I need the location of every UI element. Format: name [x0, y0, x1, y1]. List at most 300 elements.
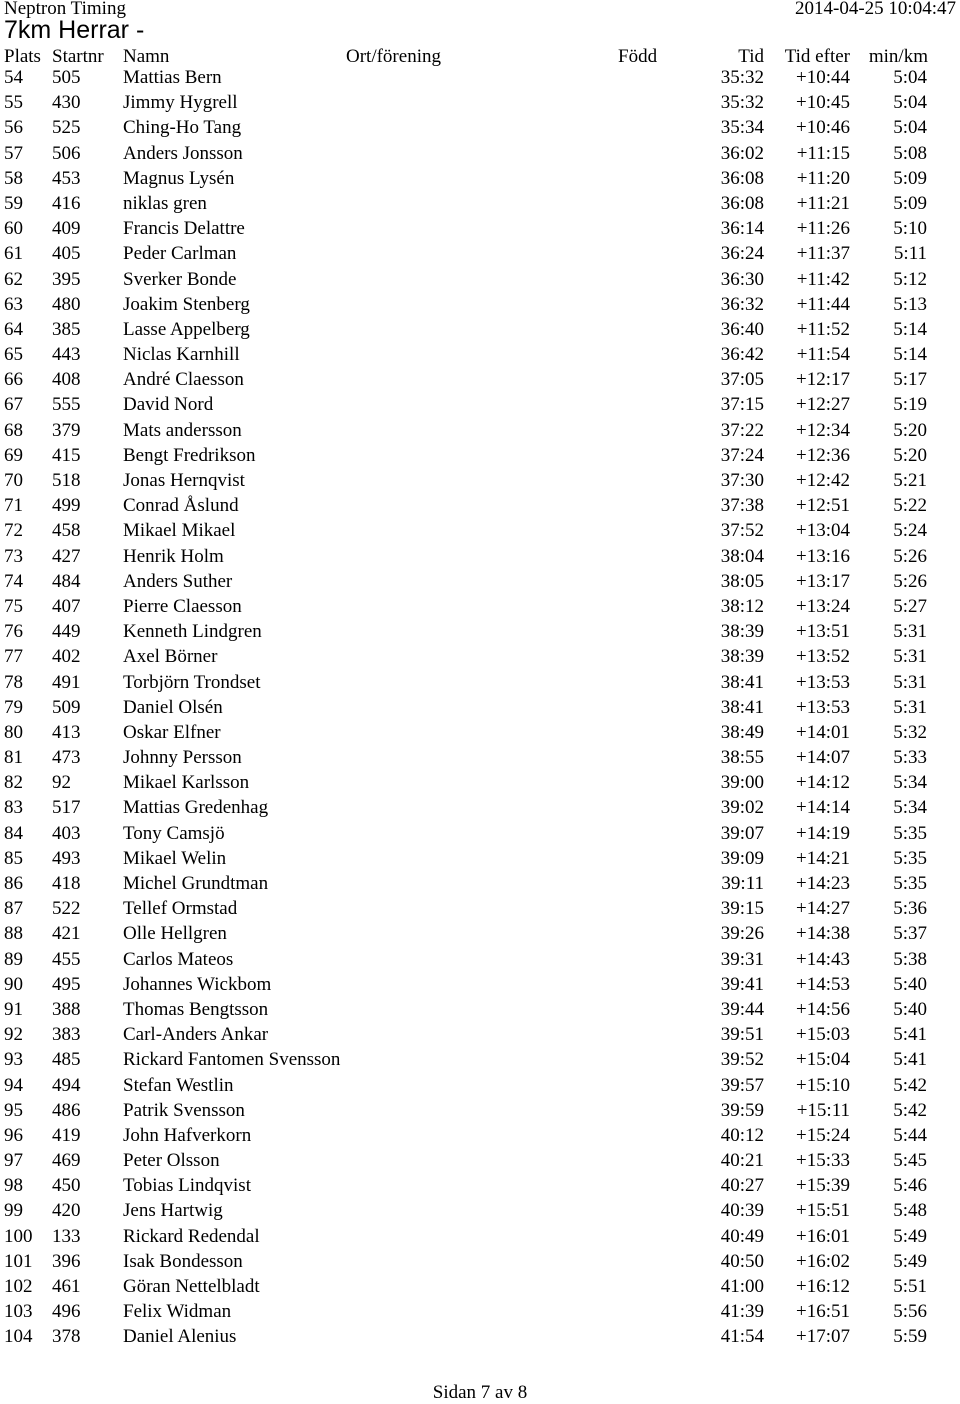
cell-pace: 5:11 [893, 243, 927, 265]
cell-pace: 5:40 [893, 998, 927, 1020]
cell-tid-efter: +11:52 [796, 318, 850, 340]
cell-plats: 82 [4, 772, 23, 794]
cell-tid-efter: +15:24 [796, 1124, 850, 1146]
cell-tid-efter: +15:51 [796, 1200, 850, 1222]
cell-startnr: 413 [52, 721, 81, 743]
table-row [0, 518, 960, 543]
cell-namn: Tony Camsjö [123, 822, 225, 844]
cell-namn: Rickard Fantomen Svensson [123, 1049, 341, 1071]
table-row [0, 544, 960, 569]
cell-plats: 100 [4, 1225, 33, 1247]
cell-startnr: 396 [52, 1250, 81, 1272]
cell-namn: David Nord [123, 394, 214, 416]
table-row [0, 1148, 960, 1173]
cell-startnr: 92 [52, 772, 71, 794]
cell-plats: 75 [4, 595, 23, 617]
cell-startnr: 495 [52, 973, 81, 995]
table-row [0, 342, 960, 367]
cell-tid-efter: +15:04 [796, 1049, 850, 1071]
cell-namn: Tellef Ormstad [123, 898, 238, 920]
cell-pace: 5:34 [893, 797, 927, 819]
cell-startnr: 133 [52, 1225, 81, 1247]
cell-plats: 55 [4, 92, 23, 114]
cell-plats: 89 [4, 948, 23, 970]
cell-startnr: 486 [52, 1099, 81, 1121]
cell-namn: Carl-Anders Ankar [123, 1024, 269, 1046]
cell-startnr: 450 [52, 1175, 81, 1197]
cell-namn: niklas gren [123, 192, 207, 214]
cell-startnr: 517 [52, 797, 81, 819]
table-row [0, 972, 960, 997]
table-row [0, 1274, 960, 1299]
page-title: 7km Herrar - [4, 16, 145, 44]
cell-tid: 39:41 [720, 973, 764, 995]
cell-startnr: 415 [52, 444, 81, 466]
cell-namn: Magnus Lysén [123, 167, 235, 189]
cell-plats: 70 [4, 470, 23, 491]
cell-startnr: 494 [52, 1074, 81, 1096]
cell-namn: Peter Olsson [123, 1150, 220, 1172]
cell-pace: 5:32 [893, 721, 927, 743]
cell-plats: 79 [4, 696, 23, 718]
cell-startnr: 421 [52, 923, 81, 945]
cell-plats: 56 [4, 117, 23, 139]
cell-plats: 66 [4, 369, 23, 391]
cell-tid-efter: +14:19 [796, 822, 850, 844]
table-row [0, 871, 960, 896]
cell-plats: 93 [4, 1049, 23, 1071]
cell-plats: 85 [4, 847, 23, 869]
cell-startnr: 493 [52, 847, 81, 869]
cell-pace: 5:49 [893, 1250, 927, 1272]
cell-namn: Pierre Claesson [123, 595, 242, 617]
cell-namn: Joakim Stenberg [123, 293, 250, 315]
cell-tid: 36:14 [720, 218, 764, 240]
cell-tid: 38:05 [720, 570, 764, 592]
table-row [0, 1198, 960, 1223]
cell-pace: 5:04 [893, 117, 927, 139]
cell-pace: 5:31 [893, 671, 927, 693]
cell-startnr: 395 [52, 268, 81, 290]
cell-pace: 5:20 [893, 419, 927, 441]
cell-pace: 5:42 [893, 1099, 927, 1121]
cell-tid-efter: +12:36 [796, 444, 850, 466]
cell-tid-efter: +16:12 [796, 1276, 850, 1297]
cell-tid: 39:52 [720, 1049, 764, 1071]
cell-pace: 5:26 [893, 570, 927, 592]
cell-tid: 38:39 [720, 621, 764, 643]
cell-namn: Mats andersson [123, 419, 242, 441]
cell-tid-efter: +13:53 [796, 696, 850, 718]
cell-plats: 62 [4, 268, 23, 290]
table-row [0, 644, 960, 669]
cell-tid: 39:02 [720, 797, 764, 819]
cell-plats: 74 [4, 570, 23, 592]
cell-tid: 37:22 [720, 419, 764, 441]
cell-plats: 64 [4, 318, 23, 340]
cell-tid-efter: +14:12 [796, 772, 850, 794]
cell-plats: 86 [4, 873, 23, 894]
cell-plats: 58 [4, 167, 23, 189]
cell-plats: 72 [4, 520, 23, 542]
cell-namn: Göran Nettelbladt [123, 1276, 260, 1297]
cell-tid-efter: +10:44 [796, 67, 850, 88]
cell-pace: 5:31 [893, 646, 927, 668]
cell-namn: Johnny Persson [123, 747, 242, 769]
cell-tid-efter: +10:46 [796, 117, 850, 139]
cell-pace: 5:09 [893, 167, 927, 189]
cell-tid-efter: +16:02 [796, 1250, 850, 1272]
cell-plats: 71 [4, 495, 23, 517]
cell-namn: Jens Hartwig [123, 1200, 223, 1222]
cell-plats: 65 [4, 344, 23, 366]
cell-tid: 40:49 [720, 1225, 764, 1247]
cell-pace: 5:17 [893, 369, 927, 391]
cell-tid: 37:30 [720, 470, 764, 491]
table-row [0, 443, 960, 468]
cell-namn: Niclas Karnhill [123, 344, 240, 366]
cell-tid: 39:00 [720, 772, 764, 794]
cell-startnr: 518 [52, 470, 81, 491]
cell-tid: 36:42 [720, 344, 764, 366]
cell-tid-efter: +10:45 [796, 92, 850, 114]
cell-namn: Daniel Alenius [123, 1326, 237, 1348]
cell-namn: Jimmy Hygrell [123, 92, 238, 114]
table-row [0, 241, 960, 266]
cell-pace: 5:04 [893, 67, 927, 88]
table-row [0, 997, 960, 1022]
table-row [0, 115, 960, 140]
table-row [0, 418, 960, 443]
cell-startnr: 407 [52, 595, 81, 617]
cell-namn: Anders Suther [123, 570, 233, 592]
table-row [0, 166, 960, 191]
cell-tid: 35:32 [720, 67, 764, 88]
cell-namn: Bengt Fredrikson [123, 444, 256, 466]
cell-tid: 41:39 [720, 1301, 764, 1323]
cell-pace: 5:59 [893, 1326, 927, 1348]
cell-pace: 5:35 [893, 847, 927, 869]
cell-pace: 5:14 [893, 318, 927, 340]
cell-tid: 37:38 [720, 495, 764, 517]
cell-namn: Conrad Åslund [123, 495, 239, 517]
cell-tid-efter: +14:07 [796, 747, 850, 769]
cell-tid-efter: +13:04 [796, 520, 850, 542]
table-row [0, 1123, 960, 1148]
cell-startnr: 449 [52, 621, 81, 643]
cell-tid-efter: +11:20 [796, 167, 850, 189]
cell-startnr: 499 [52, 495, 81, 517]
cell-startnr: 405 [52, 243, 81, 265]
cell-tid: 35:32 [720, 92, 764, 114]
cell-plats: 73 [4, 545, 23, 567]
cell-tid: 40:39 [720, 1200, 764, 1222]
cell-tid-efter: +11:21 [796, 192, 850, 214]
cell-namn: Daniel Olsén [123, 696, 223, 718]
cell-pace: 5:31 [893, 621, 927, 643]
cell-pace: 5:35 [893, 822, 927, 844]
cell-tid: 38:49 [720, 721, 764, 743]
cell-tid-efter: +17:07 [796, 1326, 850, 1348]
cell-tid: 38:41 [720, 696, 764, 718]
table-row [0, 292, 960, 317]
col-ort: Ort/förening [346, 46, 441, 67]
cell-pace: 5:34 [893, 772, 927, 794]
cell-tid-efter: +11:15 [796, 142, 850, 164]
table-row [0, 1249, 960, 1274]
cell-pace: 5:31 [893, 696, 927, 718]
cell-tid: 36:32 [720, 293, 764, 315]
cell-startnr: 455 [52, 948, 81, 970]
cell-startnr: 485 [52, 1049, 81, 1071]
cell-tid: 35:34 [720, 117, 764, 139]
cell-pace: 5:33 [893, 747, 927, 769]
col-pace: min/km [868, 46, 928, 67]
cell-namn: Johannes Wickbom [123, 973, 272, 995]
table-row [0, 468, 960, 493]
table-row [0, 569, 960, 594]
cell-plats: 94 [4, 1074, 23, 1096]
cell-pace: 5:42 [893, 1074, 927, 1096]
cell-startnr: 509 [52, 696, 81, 718]
cell-tid-efter: +13:24 [796, 595, 850, 617]
table-row [0, 821, 960, 846]
cell-startnr: 491 [52, 671, 81, 693]
table-row [0, 921, 960, 946]
cell-tid-efter: +11:54 [796, 344, 850, 366]
timestamp: 2014-04-25 10:04:47 [795, 0, 956, 19]
cell-startnr: 458 [52, 520, 81, 542]
cell-tid-efter: +14:27 [796, 898, 850, 920]
table-row [0, 65, 960, 90]
cell-pace: 5:09 [893, 192, 927, 214]
cell-namn: Kenneth Lindgren [123, 621, 262, 643]
cell-tid-efter: +15:10 [796, 1074, 850, 1096]
cell-plats: 102 [4, 1276, 33, 1297]
cell-namn: Mattias Gredenhag [123, 797, 269, 819]
cell-tid-efter: +14:56 [796, 998, 850, 1020]
table-row [0, 619, 960, 644]
cell-namn: Isak Bondesson [123, 1250, 243, 1272]
cell-startnr: 461 [52, 1276, 81, 1297]
cell-tid-efter: +16:51 [796, 1301, 850, 1323]
cell-plats: 68 [4, 419, 23, 441]
table-row [0, 770, 960, 795]
cell-tid-efter: +13:51 [796, 621, 850, 643]
cell-tid-efter: +14:43 [796, 948, 850, 970]
cell-startnr: 408 [52, 369, 81, 391]
cell-tid: 36:40 [720, 318, 764, 340]
cell-tid: 39:57 [720, 1074, 764, 1096]
cell-startnr: 443 [52, 344, 81, 366]
cell-namn: Francis Delattre [123, 218, 245, 240]
col-tid: Tid [738, 46, 764, 67]
cell-pace: 5:48 [893, 1200, 927, 1222]
table-row [0, 720, 960, 745]
cell-namn: Mikael Welin [123, 847, 227, 869]
table-row [0, 947, 960, 972]
cell-tid-efter: +14:21 [796, 847, 850, 869]
cell-namn: Mikael Mikael [123, 520, 236, 542]
table-row [0, 493, 960, 518]
table-row [0, 1047, 960, 1072]
source-label: Neptron Timing [4, 0, 126, 19]
cell-pace: 5:56 [893, 1301, 927, 1323]
table-row [0, 1022, 960, 1047]
cell-pace: 5:04 [893, 92, 927, 114]
cell-startnr: 484 [52, 570, 81, 592]
cell-pace: 5:35 [893, 873, 927, 894]
cell-startnr: 522 [52, 898, 81, 920]
cell-namn: Mikael Karlsson [123, 772, 250, 794]
cell-tid: 39:11 [721, 873, 764, 894]
cell-tid-efter: +13:53 [796, 671, 850, 693]
cell-startnr: 506 [52, 142, 81, 164]
cell-tid: 38:04 [720, 545, 764, 567]
col-plats: Plats [4, 46, 41, 67]
cell-plats: 91 [4, 998, 23, 1020]
cell-namn: Tobias Lindqvist [123, 1175, 251, 1197]
cell-pace: 5:27 [893, 595, 927, 617]
table-row [0, 846, 960, 871]
cell-namn: Patrik Svensson [123, 1099, 245, 1121]
cell-plats: 63 [4, 293, 23, 315]
cell-startnr: 409 [52, 218, 81, 240]
cell-startnr: 453 [52, 167, 81, 189]
cell-tid: 37:15 [720, 394, 764, 416]
page-number: Sidan 7 av 8 [432, 1382, 528, 1403]
cell-startnr: 427 [52, 545, 81, 567]
table-row [0, 267, 960, 292]
cell-tid: 38:39 [720, 646, 764, 668]
cell-pace: 5:45 [893, 1150, 927, 1172]
cell-tid: 37:24 [720, 444, 764, 466]
table-row [0, 1173, 960, 1198]
cell-namn: Axel Börner [123, 646, 218, 668]
cell-tid-efter: +12:34 [796, 419, 850, 441]
cell-tid: 39:15 [720, 898, 764, 920]
table-row [0, 1224, 960, 1249]
cell-namn: Jonas Hernqvist [123, 470, 245, 491]
cell-tid-efter: +11:37 [796, 243, 850, 265]
cell-plats: 98 [4, 1175, 23, 1197]
cell-tid-efter: +15:39 [796, 1175, 850, 1197]
cell-plats: 57 [4, 142, 23, 164]
cell-tid-efter: +16:01 [796, 1225, 850, 1247]
cell-startnr: 418 [52, 873, 81, 894]
table-row [0, 1098, 960, 1123]
cell-tid-efter: +13:52 [796, 646, 850, 668]
cell-tid: 39:09 [720, 847, 764, 869]
cell-pace: 5:37 [893, 923, 927, 945]
cell-plats: 59 [4, 192, 23, 214]
cell-namn: Anders Jonsson [123, 142, 243, 164]
cell-plats: 99 [4, 1200, 23, 1222]
table-row [0, 317, 960, 342]
cell-startnr: 402 [52, 646, 81, 668]
cell-tid-efter: +14:53 [796, 973, 850, 995]
cell-tid: 38:41 [720, 671, 764, 693]
cell-plats: 101 [4, 1250, 33, 1272]
cell-startnr: 383 [52, 1024, 81, 1046]
cell-tid-efter: +15:11 [796, 1099, 850, 1121]
cell-tid: 36:08 [720, 167, 764, 189]
cell-plats: 80 [4, 721, 23, 743]
cell-tid: 39:07 [720, 822, 764, 844]
col-startnr: Startnr [52, 46, 104, 67]
cell-pace: 5:49 [893, 1225, 927, 1247]
cell-startnr: 505 [52, 67, 81, 88]
cell-tid-efter: +15:03 [796, 1024, 850, 1046]
cell-namn: Henrik Holm [123, 545, 224, 567]
table-row [0, 670, 960, 695]
cell-tid-efter: +12:42 [796, 470, 850, 491]
cell-tid: 38:12 [720, 595, 764, 617]
table-row [0, 216, 960, 241]
cell-pace: 5:22 [893, 495, 927, 517]
cell-namn: André Claesson [123, 369, 244, 391]
cell-namn: Felix Widman [123, 1301, 232, 1323]
cell-tid: 39:59 [720, 1099, 764, 1121]
cell-tid: 41:54 [720, 1326, 764, 1348]
col-tid-efter: Tid efter [784, 46, 850, 67]
cell-tid-efter: +12:27 [796, 394, 850, 416]
col-fodd: Född [618, 46, 658, 67]
cell-tid: 37:52 [720, 520, 764, 542]
cell-pace: 5:13 [893, 293, 927, 315]
cell-pace: 5:21 [893, 470, 927, 491]
cell-plats: 103 [4, 1301, 33, 1323]
cell-plats: 97 [4, 1150, 23, 1172]
cell-tid-efter: +15:33 [796, 1150, 850, 1172]
cell-tid-efter: +14:01 [796, 721, 850, 743]
cell-pace: 5:10 [893, 218, 927, 240]
cell-namn: Carlos Mateos [123, 948, 234, 970]
cell-pace: 5:41 [893, 1049, 927, 1071]
cell-plats: 95 [4, 1099, 23, 1121]
cell-pace: 5:40 [893, 973, 927, 995]
table-row [0, 90, 960, 115]
cell-startnr: 420 [52, 1200, 81, 1222]
cell-plats: 88 [4, 923, 23, 945]
cell-namn: Olle Hellgren [123, 923, 227, 945]
cell-namn: John Hafverkorn [123, 1124, 252, 1146]
cell-pace: 5:38 [893, 948, 927, 970]
cell-pace: 5:24 [893, 520, 927, 542]
cell-plats: 104 [4, 1326, 33, 1348]
cell-tid: 36:08 [720, 192, 764, 214]
cell-tid: 36:24 [720, 243, 764, 265]
cell-startnr: 525 [52, 117, 81, 139]
cell-tid: 36:30 [720, 268, 764, 290]
table-row [0, 745, 960, 770]
cell-pace: 5:20 [893, 444, 927, 466]
cell-namn: Peder Carlman [123, 243, 237, 265]
cell-tid: 37:05 [720, 369, 764, 391]
cell-namn: Thomas Bengtsson [123, 998, 269, 1020]
table-row [0, 1073, 960, 1098]
cell-plats: 61 [4, 243, 23, 265]
cell-plats: 69 [4, 444, 23, 466]
cell-startnr: 416 [52, 192, 81, 214]
cell-startnr: 469 [52, 1150, 81, 1172]
cell-tid-efter: +13:17 [796, 570, 850, 592]
table-row [0, 695, 960, 720]
cell-startnr: 419 [52, 1124, 81, 1146]
cell-startnr: 480 [52, 293, 81, 315]
cell-tid-efter: +12:51 [796, 495, 850, 517]
table-row [0, 594, 960, 619]
